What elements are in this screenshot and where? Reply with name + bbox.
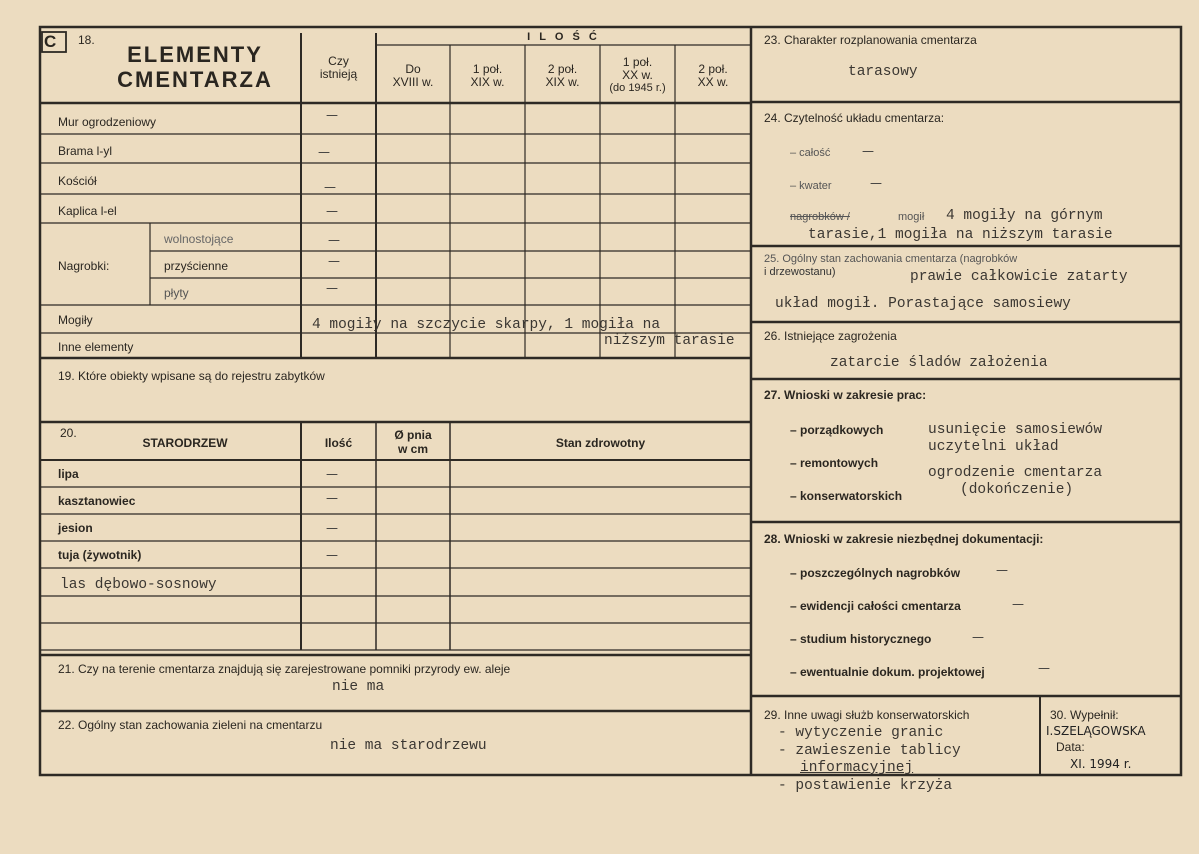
- ilosc-header: I L O Ś Ć: [527, 31, 600, 43]
- col-header-4-l1: 1 poł.: [622, 55, 653, 69]
- col-header-1-l1: Do: [405, 62, 421, 76]
- czy-istnieja-header-l1: Czy: [328, 54, 349, 68]
- q26-label: 26. Istniejące zagrożenia: [764, 329, 897, 343]
- starodrzew-ilosc: Ilość: [324, 436, 353, 450]
- dash-brama: —: [318, 145, 330, 159]
- starodrzew-title: STARODRZEW: [142, 436, 228, 450]
- q27-answer-1: usunięcie samosiewów: [928, 422, 1103, 438]
- page-title-line1: ELEMENTY: [127, 42, 263, 67]
- dash-przysc: —: [328, 254, 340, 268]
- dash-kaplica: —: [326, 204, 338, 218]
- starodrzew-stan: Stan zdrowotny: [555, 436, 646, 450]
- q30-name: I.SZELĄGOWSKA: [1046, 724, 1146, 738]
- q27-answer-4: (dokończenie): [960, 482, 1074, 498]
- q27-answer-3: ogrodzenie cmentarza: [928, 465, 1103, 481]
- q24-answer-line1: 4 mogiły na górnym: [946, 208, 1103, 224]
- col-header-5-l2: XX w.: [697, 75, 729, 89]
- col-header-3-l2: XIX w.: [545, 75, 580, 89]
- q25-answer-line1: prawie całkowicie zatarty: [910, 269, 1128, 285]
- row-plyty: płyty: [164, 286, 189, 300]
- tree-jesion: jesion: [58, 521, 93, 535]
- starodrzew-pnia-l2: w cm: [397, 442, 428, 456]
- dash-q28-4: —: [1038, 661, 1050, 675]
- col-header-4-l2: XX w.: [622, 68, 653, 82]
- tree-tuja: tuja (żywotnik): [58, 548, 142, 562]
- col-header-2-l1: 1 poł.: [472, 62, 503, 76]
- q26-answer: zatarcie śladów założenia: [830, 355, 1048, 371]
- row-brama: Brama l-yl: [58, 144, 113, 158]
- q29-answer-3: informacyjnej: [800, 760, 914, 776]
- dash-wolno: —: [328, 233, 340, 247]
- dash-lipa: —: [326, 467, 338, 481]
- dash-kasztanowiec: —: [326, 491, 338, 505]
- col-header-4-l3: (do 1945 r.): [609, 82, 666, 94]
- q25-label-line2: i drzewostanu): [764, 266, 836, 278]
- q28-item-1: – poszczególnych nagrobków: [790, 566, 961, 580]
- q23-label: 23. Charakter rozplanowania cmentarza: [764, 33, 977, 47]
- q27-konserwatorskich: – konserwatorskich: [790, 489, 903, 503]
- q24-kwater: – kwater: [790, 180, 832, 192]
- q20-number: 20.: [60, 426, 77, 440]
- q28-item-4: – ewentualnie dokum. projektowej: [790, 665, 985, 679]
- row-nagrobki: Nagrobki:: [58, 259, 110, 273]
- q24-mogil: mogił: [898, 211, 925, 223]
- starodrzew-pnia-l1: Ø pnia: [394, 428, 432, 442]
- col-header-3-l1: 2 poł.: [547, 62, 578, 76]
- q28-label: 28. Wnioski w zakresie niezbędnej dokumentacji:: [764, 532, 1044, 546]
- q24-nagrobkow: nagrobków /: [790, 211, 850, 223]
- q24-calosc: – całość: [790, 147, 831, 159]
- q22-answer: nie ma starodrzewu: [330, 738, 487, 754]
- q27-porzadkowych: – porządkowych: [790, 423, 884, 437]
- q27-answer-2: uczytelni układ: [928, 439, 1059, 455]
- page-title-line2: CMENTARZA: [117, 67, 273, 92]
- q27-remontowych: – remontowych: [790, 456, 879, 470]
- row-kosciol: Kościół: [58, 174, 97, 188]
- q29-answer-4: - postawienie krzyża: [778, 778, 953, 794]
- q23-answer: tarasowy: [848, 64, 918, 80]
- q19-label: 19. Które obiekty wpisane są do rejestru zabytków: [58, 369, 325, 383]
- mogily-note-line2: niższym tarasie: [604, 333, 735, 349]
- row-inne: Inne elementy: [58, 340, 134, 354]
- q30-data-label: Data:: [1056, 740, 1085, 754]
- q30-date: XI. 1994 r.: [1070, 757, 1132, 771]
- q28-item-2: – ewidencji całości cmentarza: [790, 599, 961, 613]
- row-mur: Mur ogrodzeniowy: [58, 115, 157, 129]
- dash-mur: —: [326, 108, 338, 122]
- row-wolnostojace: wolnostojące: [164, 232, 234, 246]
- q21-answer: nie ma: [332, 679, 385, 695]
- q24-answer-line2: tarasie,1 mogiła na niższym tarasie: [808, 227, 1113, 243]
- q25-label-line1: 25. Ogólny stan zachowania cmentarza (nagrobków: [764, 253, 1018, 265]
- section-letter: C: [44, 32, 57, 51]
- question-number-18: 18.: [78, 33, 95, 47]
- dash-jesion: —: [326, 521, 338, 535]
- row-kaplica: Kaplica l-el: [58, 204, 117, 218]
- dash-plyty: —: [326, 281, 338, 295]
- dash-q28-2: —: [1012, 597, 1024, 611]
- q30-label: 30. Wypełnił:: [1050, 708, 1119, 722]
- dash-kosciol: —: [324, 180, 336, 194]
- q29-answer-1: - wytyczenie granic: [778, 725, 944, 741]
- tree-kasztanowiec: kasztanowiec: [58, 494, 136, 508]
- q21-label: 21. Czy na terenie cmentarza znajdują się zarejestrowane pomniki przyrody ew. aleje: [58, 662, 511, 676]
- q27-label: 27. Wnioski w zakresie prac:: [764, 388, 927, 402]
- col-header-2-l2: XIX w.: [470, 75, 505, 89]
- dash-tuja: —: [326, 548, 338, 562]
- col-header-1-l2: XVIII w.: [392, 75, 434, 89]
- dash-q28-1: —: [996, 563, 1008, 577]
- row-mogily: Mogiły: [58, 313, 93, 327]
- q29-label: 29. Inne uwagi służb konserwatorskich: [764, 708, 970, 722]
- q29-answer-2: - zawieszenie tablicy: [778, 743, 961, 759]
- dash-q28-3: —: [972, 630, 984, 644]
- tree-extra-las: las dębowo-sosnowy: [60, 577, 217, 593]
- mogily-note-line1: 4 mogiły na szczycie skarpy, 1 mogiła na: [312, 317, 661, 333]
- q25-answer-line2: układ mogił. Porastające samosiewy: [775, 296, 1071, 312]
- czy-istnieja-header-l2: istnieją: [319, 67, 358, 81]
- q22-label: 22. Ogólny stan zachowania zieleni na cmentarzu: [58, 718, 323, 732]
- row-przyscienne: przyścienne: [164, 259, 229, 273]
- q24-label: 24. Czytelność układu cmentarza:: [764, 111, 945, 125]
- dash-calosc: —: [862, 144, 874, 158]
- tree-lipa: lipa: [58, 467, 79, 481]
- col-header-5-l1: 2 poł.: [698, 62, 728, 76]
- q28-item-3: – studium historycznego: [790, 632, 932, 646]
- dash-kwater: —: [870, 176, 882, 190]
